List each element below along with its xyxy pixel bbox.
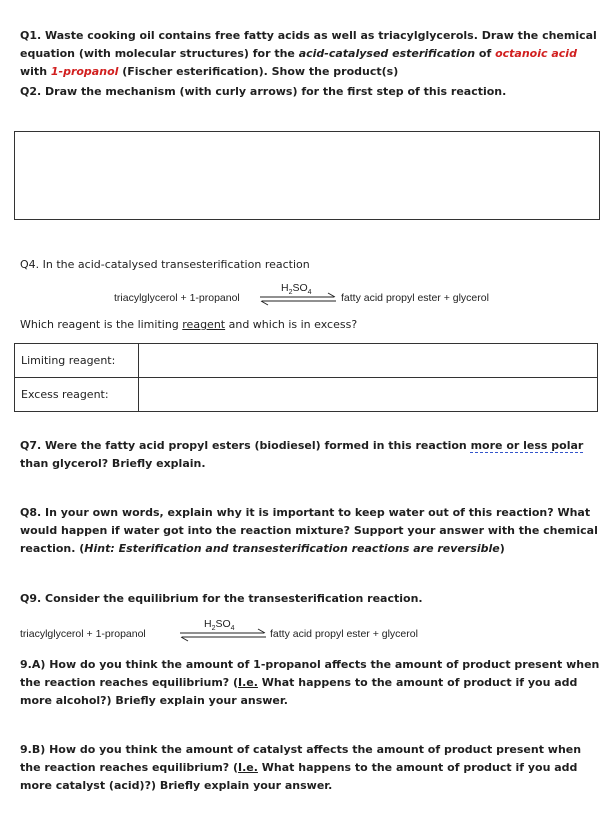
question-7: Q7. Were the fatty acid propyl esters (biodiesel) formed in this reaction more or less polar than glycerol? Briefly explain. <box>20 439 584 470</box>
question-1: Q1. Waste cooking oil contains free fatty acids as well as triacylglycerols. Draw the chemical equation (with molecular structures) for the acid-catalysed esterification of octanoic acid with 1-propanol (Fischer esterification). Show the product(s) <box>20 29 597 78</box>
question-2: Q2. Draw the mechanism (with curly arrows) for the first step of this reaction. <box>20 85 507 98</box>
limiting-reagent-input[interactable] <box>139 344 598 378</box>
catalyst-label-q9: $H_2SO_4$ <box>204 618 235 633</box>
propanol-term: 1-propanol <box>50 65 119 78</box>
question-4-title: Q4. In the acid-catalysed transesterification reaction <box>20 258 310 271</box>
excess-reagent-input[interactable] <box>139 378 598 412</box>
table-row <box>15 344 598 378</box>
reagent-table <box>14 343 598 412</box>
question-4-prompt: Which reagent is the limiting reagent and which is in excess? <box>20 318 358 331</box>
octanoic-acid-term: octanoic acid <box>495 47 577 60</box>
reactants-q9: triacylglycerol + 1-propanol <box>20 628 146 640</box>
question-8: Q8. In your own words, explain why it is important to keep water out of this reaction? What would happen if water got into the reaction mixture? Support your answer with the chemical reaction. (Hint: Esterification and transesterification reactions are reversible) <box>20 506 598 555</box>
catalyst-label-q4: $H_2SO_4$ <box>281 282 312 297</box>
excess-reagent-label: Excess reagent: <box>15 378 139 412</box>
products-q9: fatty acid propyl ester + glycerol <box>270 628 418 640</box>
question-9b: 9.B) How do you think the amount of catalyst affects the amount of product present when the reaction reaches equilibrium? (I.e. What happens to the amount of product if you add more catalyst (acid)?) Briefly explain your answer. <box>20 743 582 792</box>
equilibrium-arrow-q9 <box>178 628 268 642</box>
answer-box[interactable] <box>14 131 600 220</box>
reactants-q4: triacylglycerol + 1-propanol <box>114 292 240 304</box>
limiting-reagent-label: Limiting reagent: <box>15 344 139 378</box>
question-9a: 9.A) How do you think the amount of 1-propanol affects the amount of product present when the reaction reaches equilibrium? (I.e. What happens to the amount of product if you add more alcohol?) Briefly explain your answer. <box>20 658 600 707</box>
table-row <box>15 378 598 412</box>
equilibrium-arrow-q4 <box>258 292 338 306</box>
products-q4: fatty acid propyl ester + glycerol <box>341 292 489 304</box>
question-9-title: Q9. Consider the equilibrium for the transesterification reaction. <box>20 592 423 605</box>
